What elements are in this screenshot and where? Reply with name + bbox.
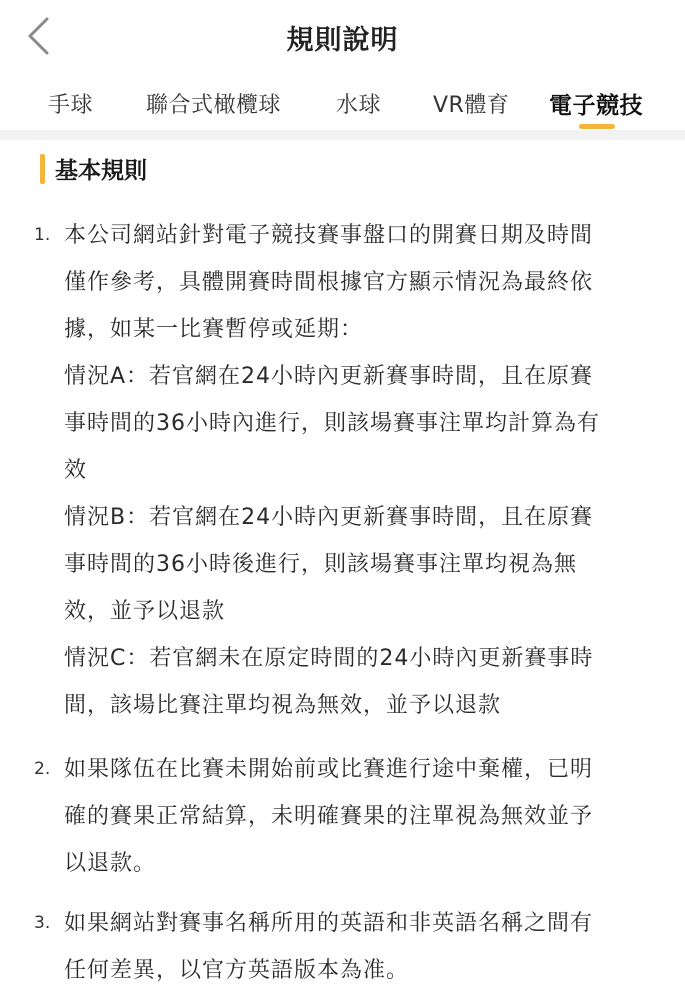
rule-line: 任何差異，以官方英語版本為准。	[64, 958, 410, 983]
header	[0, 0, 685, 76]
section-heading	[40, 152, 147, 185]
section-title: 基本規則	[55, 158, 147, 184]
rule-number: 2.	[34, 759, 51, 779]
rule-text	[64, 746, 649, 887]
rule-line: 本公司網站針對電子競技賽事盤口的開賽日期及時間	[64, 223, 594, 248]
rule-line: 情況B：若官網在24小時內更新賽事時間，且在原賽	[64, 505, 594, 530]
tab-rugby-union[interactable]: 聯合式橄欖球	[146, 93, 282, 118]
rule-number: 1.	[34, 225, 51, 245]
tab-esports[interactable]: 電子競技	[549, 93, 643, 119]
rule-line: 事時間的36小時後進行，則該場賽事注單均視為無	[64, 552, 577, 577]
tab-water-polo[interactable]: 水球	[336, 93, 382, 118]
active-tab-indicator	[579, 124, 615, 129]
rule-line: 間，該場比賽注單均視為無效，並予以退款	[64, 693, 502, 718]
rule-line: 據，如某一比賽暫停或延期：	[64, 317, 364, 342]
rule-text	[64, 900, 649, 994]
tab-handball[interactable]: 手球	[48, 93, 94, 118]
category-tabs	[0, 76, 685, 130]
tabs-divider	[0, 130, 685, 140]
rule-line: 情況C：若官網未在原定時間的24小時內更新賽事時	[64, 646, 594, 671]
tab-vr-sports[interactable]: VR體育	[433, 93, 510, 118]
rule-line: 如果網站對賽事名稱所用的英語和非英語名稱之間有	[64, 911, 594, 936]
rule-line: 事時間的36小時內進行，則該場賽事注單均計算為有	[64, 411, 600, 436]
rule-line: 情況A：若官網在24小時內更新賽事時間，且在原賽	[64, 364, 594, 389]
rule-line: 確的賽果正常結算，未明確賽果的注單視為無效並予	[64, 804, 594, 829]
rule-line: 效	[64, 458, 88, 483]
rule-line: 以退款。	[64, 851, 157, 876]
rule-line: 效，並予以退款	[64, 599, 226, 624]
rule-line: 僅作參考，具體開賽時間根據官方顯示情況為最終依	[64, 270, 594, 295]
rule-number: 3.	[34, 913, 51, 933]
rule-text	[64, 212, 649, 729]
section-accent-bar	[40, 154, 45, 184]
page-title: 規則說明	[286, 25, 399, 56]
rule-line: 如果隊伍在比賽未開始前或比賽進行途中棄權，已明	[64, 757, 594, 782]
